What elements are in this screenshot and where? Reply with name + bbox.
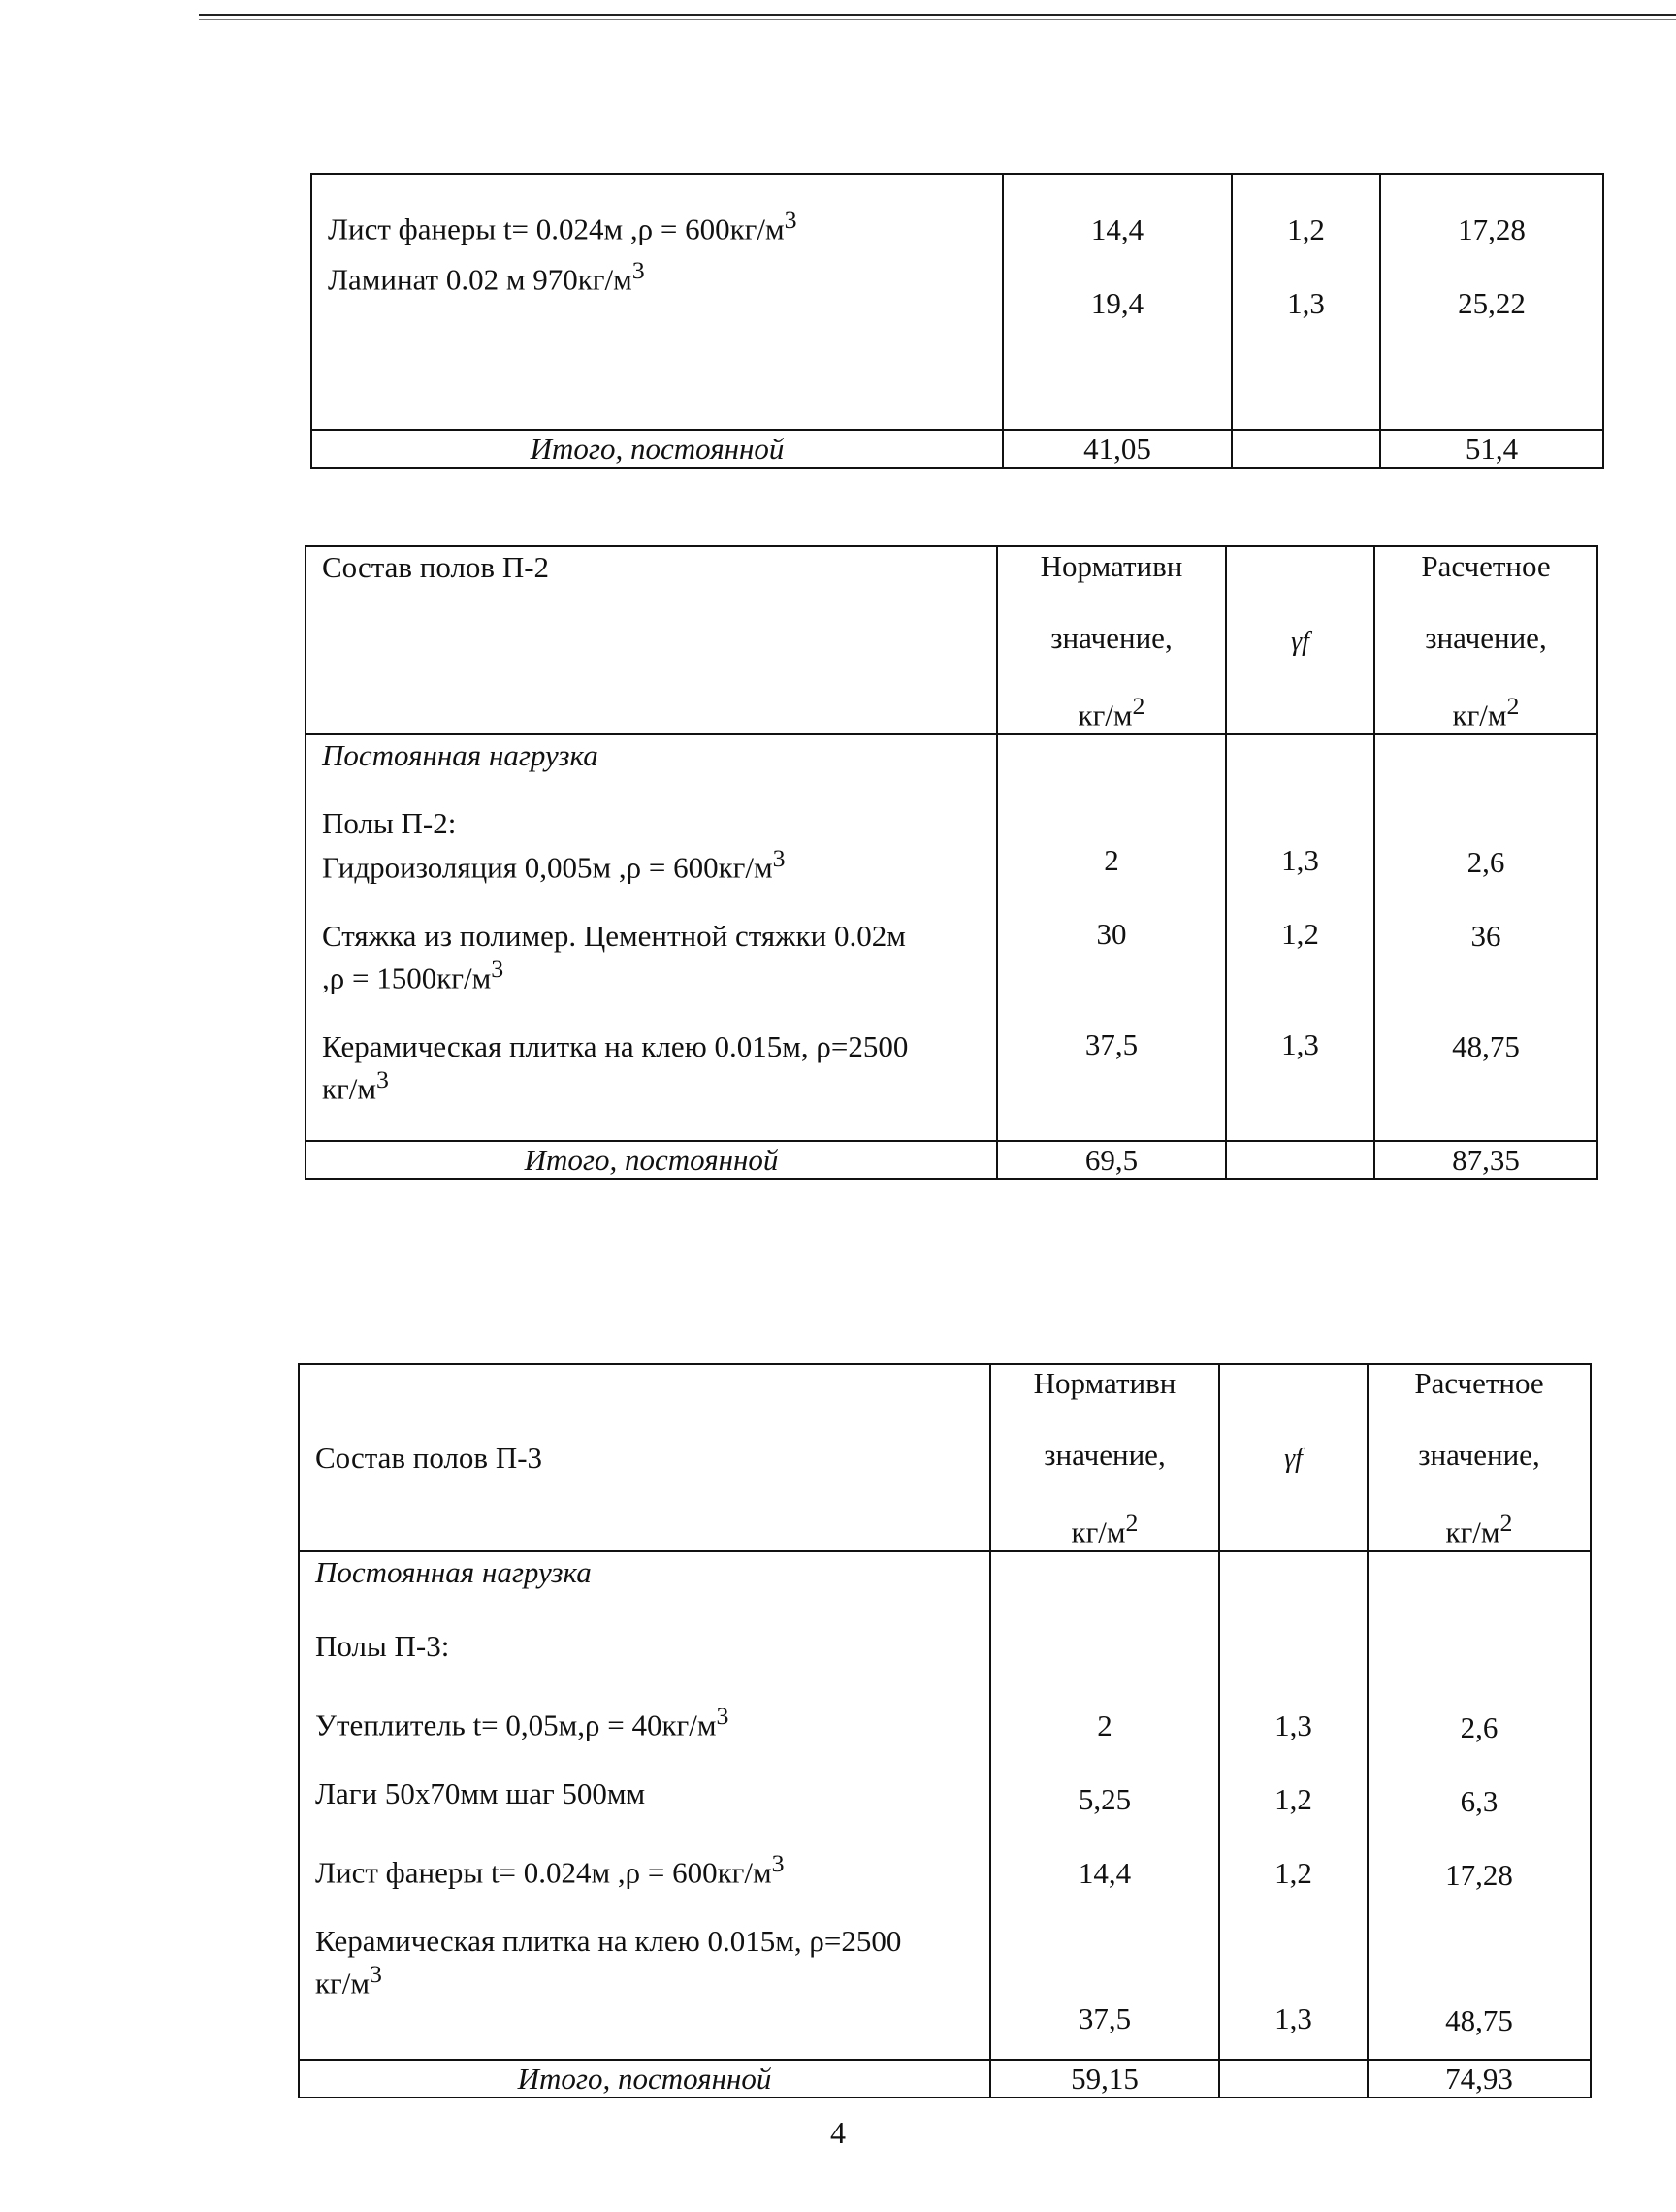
header-calc: Расчетное значение, $кг/м^2$ <box>1368 1364 1591 1551</box>
table-header-row <box>306 546 1597 734</box>
header-calc: Расчетное значение, $кг/м^2$ <box>1374 546 1597 734</box>
norm-values-cell <box>990 1551 1219 2060</box>
scan-top-edge-shadow <box>199 19 1676 20</box>
layer-label: Стяжка из полимер. Цементной стяжки 0.02м <box>322 919 906 953</box>
layer-label: Утеплитель $t= 0,05м,\rho = 40кг/м^3$ <box>315 1701 729 1741</box>
layer-label: Лист фанеры t= 0.024м $,\rho = 600кг/м^3$ <box>328 206 797 246</box>
total-row <box>311 430 1603 468</box>
gamma-value: 1,3 <box>1287 286 1325 320</box>
table-row <box>299 1551 1591 2060</box>
header-gamma: γf <box>1219 1364 1368 1551</box>
gamma-value: 1,2 <box>1287 212 1325 246</box>
floor-label: Полы П-2: <box>322 806 457 840</box>
header-gamma: γf <box>1226 546 1374 734</box>
scan-top-edge <box>199 14 1676 16</box>
norm-value: 14,4 <box>1078 1855 1132 1890</box>
norm-value: 37,5 <box>1078 2001 1132 2035</box>
total-label: Итого, постоянной <box>311 430 1003 468</box>
norm-value: 2 <box>1104 843 1119 877</box>
total-gamma <box>1226 1141 1374 1179</box>
table-floor-p2 <box>305 545 1598 1180</box>
floor-label: Полы П-3: <box>315 1628 450 1663</box>
layer-label-cont: $кг/м^3$ <box>322 1065 389 1106</box>
norm-values-cell <box>1003 174 1232 430</box>
gamma-value: 1,2 <box>1274 1781 1312 1816</box>
calc-value: 17,28 <box>1445 1857 1513 1892</box>
norm-value: 14,4 <box>1090 212 1144 246</box>
table-floor-p3 <box>298 1363 1592 2098</box>
gamma-value: 1,2 <box>1274 1855 1312 1890</box>
total-calc: 87,35 <box>1374 1141 1597 1179</box>
gamma-values-cell <box>1232 174 1380 430</box>
layer-label: Керамическая плитка на клею 0.015м, ρ=2500 <box>322 1029 909 1063</box>
layers-cell <box>299 1551 990 2060</box>
layers-cell <box>311 174 1003 430</box>
calc-values-cell <box>1380 174 1603 430</box>
total-calc: 74,93 <box>1368 2060 1591 2098</box>
calc-value: 25,22 <box>1458 286 1526 320</box>
table-row <box>311 174 1603 430</box>
gamma-value: 1,3 <box>1281 1027 1319 1061</box>
norm-value: 19,4 <box>1090 286 1144 320</box>
gamma-value: 1,3 <box>1274 2001 1312 2035</box>
norm-value: 30 <box>1096 917 1127 951</box>
layer-label: Лаги 50х70мм шаг 500мм <box>315 1775 646 1810</box>
table-header-row <box>299 1364 1591 1551</box>
page-number: 4 <box>830 2115 846 2150</box>
gamma-values-cell <box>1219 1551 1368 2060</box>
gamma-value: 1,2 <box>1281 917 1319 951</box>
layer-label: Лист фанеры t= 0.024м $,\rho = 600кг/м^3$ <box>315 1848 785 1889</box>
calc-value: 6,3 <box>1460 1783 1499 1818</box>
total-label: Итого, постоянной <box>306 1141 997 1179</box>
norm-value: 2 <box>1097 1708 1112 1742</box>
header-title: Состав полов П-2 <box>306 546 997 734</box>
layers-cell <box>306 734 997 1141</box>
calc-value: 2,6 <box>1466 845 1505 879</box>
layer-label-cont: $кг/м^3$ <box>315 1959 382 2000</box>
header-title: Состав полов П-3 <box>299 1364 990 1551</box>
calc-value: 2,6 <box>1460 1709 1499 1744</box>
layer-label: Ламинат 0.02 м $970кг/м^3$ <box>328 256 645 297</box>
calc-value: 48,75 <box>1452 1029 1520 1063</box>
calc-values-cell <box>1368 1551 1591 2060</box>
table-floor-continuation <box>310 173 1604 469</box>
norm-value: 5,25 <box>1078 1781 1132 1816</box>
norm-value: 37,5 <box>1084 1027 1139 1061</box>
norm-values-cell <box>997 734 1226 1141</box>
calc-value: 36 <box>1470 919 1501 953</box>
total-norm: 41,05 <box>1003 430 1232 468</box>
total-calc: 51,4 <box>1380 430 1603 468</box>
calc-value: 48,75 <box>1445 2002 1513 2037</box>
calc-value: 17,28 <box>1458 212 1526 246</box>
total-gamma <box>1232 430 1380 468</box>
calc-values-cell <box>1374 734 1597 1141</box>
total-gamma <box>1219 2060 1368 2098</box>
layer-label: Гидроизоляция 0,005м $,\rho = 600кг/м^3$ <box>322 844 786 885</box>
total-row <box>306 1141 1597 1179</box>
total-label: Итого, постоянной <box>299 2060 990 2098</box>
section-label: Постоянная нагрузка <box>322 738 598 772</box>
total-norm: 59,15 <box>990 2060 1219 2098</box>
table-row <box>306 734 1597 1141</box>
section-label: Постоянная нагрузка <box>315 1554 592 1589</box>
gamma-value: 1,3 <box>1274 1708 1312 1742</box>
total-row <box>299 2060 1591 2098</box>
total-norm: 69,5 <box>997 1141 1226 1179</box>
gamma-values-cell <box>1226 734 1374 1141</box>
header-norm: Нормативн значение, $кг/м^2$ <box>997 546 1226 734</box>
gamma-value: 1,3 <box>1281 843 1319 877</box>
layer-label-cont: $,\rho = 1500кг/м^3$ <box>322 955 504 995</box>
header-norm: Нормативн значение, $кг/м^2$ <box>990 1364 1219 1551</box>
layer-label: Керамическая плитка на клею 0.015м, ρ=2500 <box>315 1923 902 1958</box>
